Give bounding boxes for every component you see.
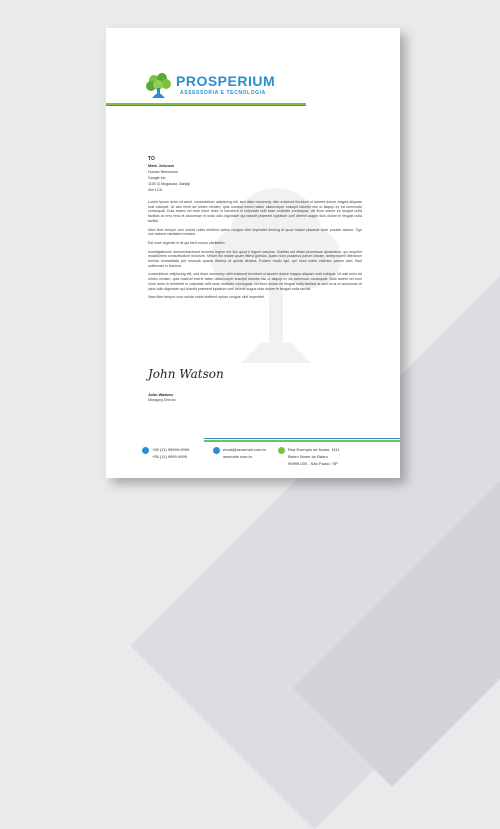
location-pin-icon — [278, 447, 285, 454]
body-paragraph: Lorem ipsum dolor sit amet, consectetuer adipiscing elit, sed diam nonummy nibh euismod tincidunt ut laoreet dolore magna aliquam erat volutpat. Ut wisi enim ad minim veniam, quis nostrud exerci tation ullamcorper suscipit lobortis nisl ut aliquip ex ea commodo consequat. Duis autem vel eum iriure dolor in hendrerit in vulputate velit esse molestie consequat, vel illum dolore eu feugiat nulla facilisis at vero eros et accumsan et iusto odio dignissim qui blandit praesent luptatum zzril delenit augue duis dolore te feugait nulla facilisi. — [148, 200, 362, 223]
whatsapp-icon — [142, 447, 149, 454]
address-line: 1100 Cl Mugacast, Ganjaji — [148, 182, 190, 186]
to-label: TO — [148, 156, 155, 162]
body-paragraph: consectetuer adipiscing elit, sed diam nonummy nibh euismod tincidunt ut laoreet dolore magna aliquam erat volutpat. Ut wisi enim ad minim veniam, quis nostrud exerci tation ullamcorper suscipit lobortis nisl ut aliquip ex ea commodo consequat. Duis autem vel eum iriure dolor in hendrerit in vulputate velit esse molestie consequat, vel illum dolore eu feugiat nulla facilisis at vero eros et accumsan et iusto odio dignissim qui blandit praesent luptatum zzril delenit augue duis dolore te feugait nulla facilisi. — [148, 272, 362, 291]
email-address: email@seuemail.com.br — [223, 447, 266, 452]
company-logo — [144, 70, 294, 100]
phone-number: +55 (11) 9999-9999 — [152, 454, 187, 459]
letterhead-page — [106, 28, 400, 478]
address-line: Google Inc. — [148, 176, 167, 180]
address-line: Zim LCA — [148, 188, 162, 192]
address-line: Rua Exemplo de Nome, 1111 — [288, 447, 340, 452]
signer-title: Managing Director — [148, 398, 176, 402]
email-icon — [213, 447, 220, 454]
phone-number: +55 (11) 99999-9999 — [152, 447, 190, 452]
letter-body — [148, 200, 362, 304]
footer-divider-blue — [204, 438, 400, 439]
address-line: 99999-000 - São Paulo / SP — [288, 461, 338, 466]
body-paragraph: Est usus legentis in iis qui facit eorum claritatem. — [148, 240, 226, 245]
header-divider-blue — [106, 105, 306, 106]
body-paragraph: Nam liber tempor cum soluta nobis eleifend option congue nihil imperdiet doming id quod mazim placerat facer possim assum. Typi non habent claritatem insitam. — [148, 227, 362, 237]
website-url: www.site.com.br — [223, 454, 253, 459]
address-line: Human Resources — [148, 170, 178, 174]
tree-logo-icon — [144, 70, 174, 100]
body-paragraph: Investigationes demonstraverunt lectores legere me lius quod ii legunt saepius. Claritas est etiam processus dynamicus, qui sequitur mutationem consuetudium lectorum. Mirum est notare quam littera gothica, quam nunc putamus parum claram, anteposuerit litterarum formas humanitatis per seacula quarta decima et quinta decima. Eodem modo typi, qui nunc nobis videntur parum clari, fiant sollemnes in futurum. — [148, 249, 362, 268]
logo-name: PROSPERIUM — [176, 73, 276, 89]
logo-tagline: ASSESSORIA E TECNOLOGIA — [180, 90, 266, 96]
recipient-name: Mark Jeisnew — [148, 163, 175, 168]
body-paragraph: Nam liber tempor cum soluta nobis eleifend option congue nihil imperdiet. — [148, 295, 265, 300]
signer-name: John Watson — [148, 392, 173, 397]
address-line: Bairro Nome do Bairro — [288, 454, 328, 459]
footer-divider-green — [204, 440, 400, 442]
recipient-address — [148, 163, 190, 193]
handwritten-signature: John Watson — [148, 367, 224, 381]
